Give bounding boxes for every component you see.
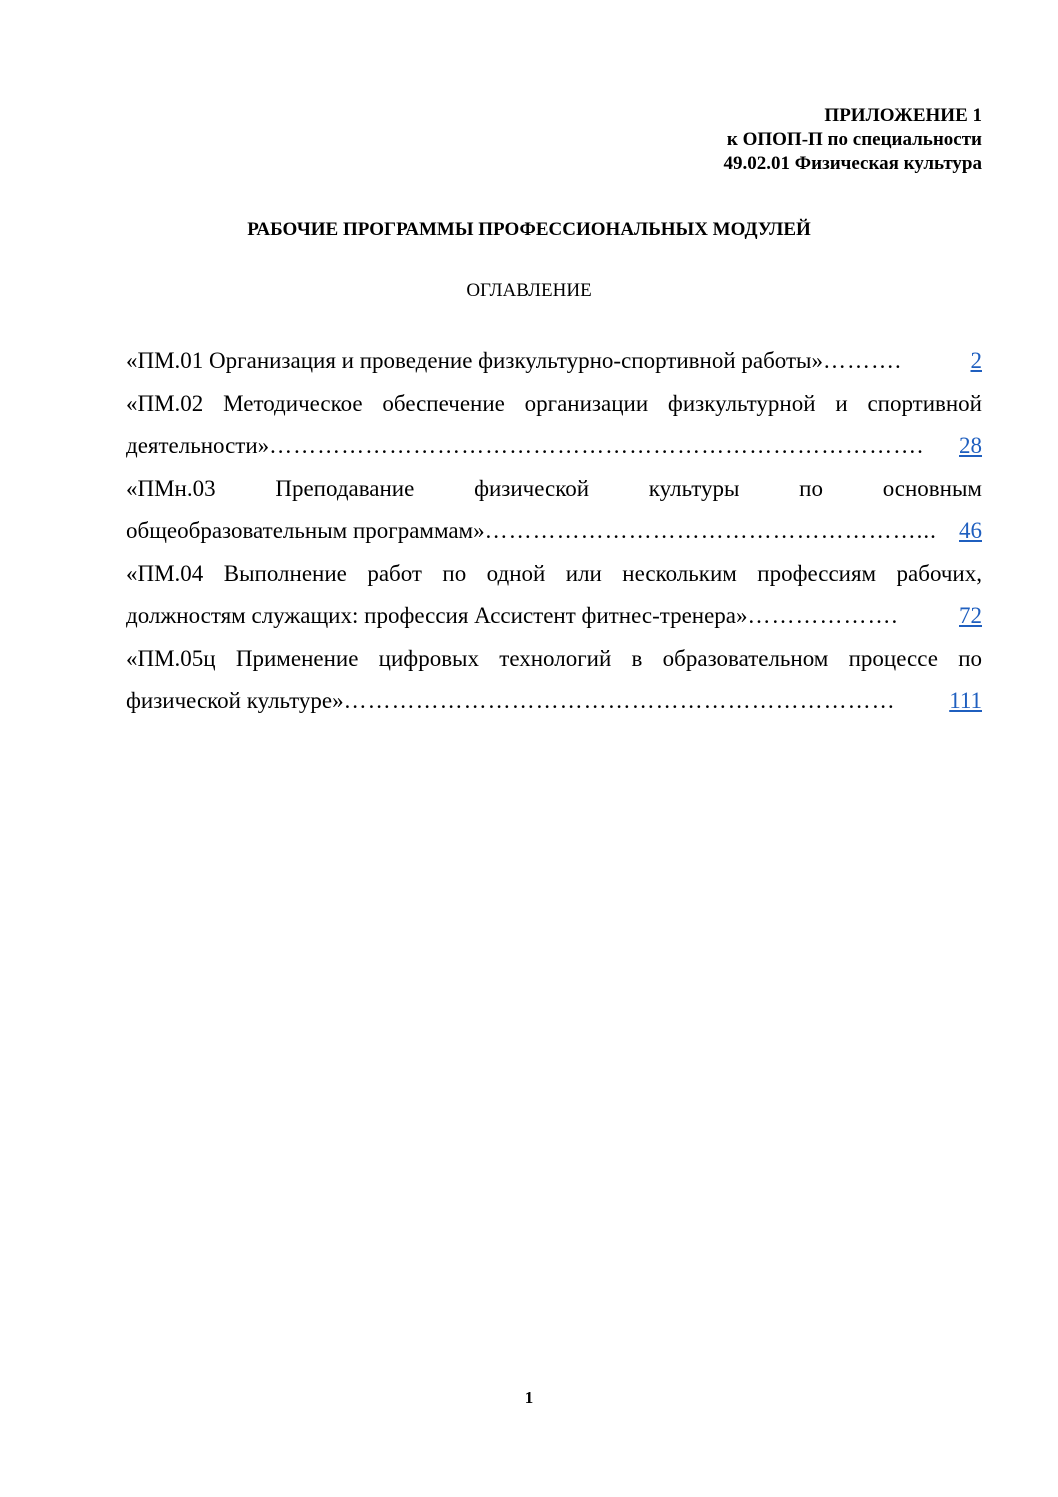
toc-entry-line [126,680,982,723]
toc-entry-title: «ПМ.05ц Применение цифровых технологий в образовательном процессе по [126,645,982,671]
appendix-header [724,104,982,176]
toc-entry-pm05 [126,638,982,723]
toc-entry-line [126,340,982,383]
toc-entry-title: «ПМн.03 Преподавание физической культуры по основным [126,475,982,501]
toc-leader: …………………………………………………………… [343,688,896,713]
toc-entry-title: «ПМ.04 Выполнение работ по одной или нескольким профессиям рабочих, [126,560,982,586]
toc-entry-pm02 [126,383,982,468]
toc-entry-title-cont: деятельности» [126,433,270,458]
appendix-specialty: 49.02.01 Физическая культура [723,153,982,174]
toc-entry-pmn03 [126,468,982,553]
toc-leader: ………………………………………………... [484,518,937,543]
toc-leader: ………. [823,348,902,373]
appendix-program: к ОПОП-П по специальности [726,129,982,150]
table-of-contents [126,340,982,723]
document-title: РАБОЧИЕ ПРОГРАММЫ ПРОФЕССИОНАЛЬНЫХ МОДУЛЕЙ [247,219,811,240]
toc-entry-pm04 [126,553,982,638]
toc-entry-title: «ПМ.01 Организация и проведение физкультурно-спортивной работы» [126,348,824,373]
toc-entry-title-cont: физической культуре» [126,688,344,713]
toc-entry-line [126,425,982,468]
toc-entry-title-cont: общеобразовательным программам» [126,518,485,543]
toc-page-link[interactable]: 28 [959,433,982,458]
toc-entry-title: «ПМ.02 Методическое обеспечение организации физкультурной и спортивной [126,390,982,416]
toc-page-link[interactable]: 111 [949,688,982,713]
appendix-label: ПРИЛОЖЕНИЕ 1 [824,105,982,126]
toc-page-link[interactable]: 46 [959,518,982,543]
page-number: 1 [524,1388,534,1407]
toc-entry-title-cont: должностям служащих: профессия Ассистент фитнес-тренера» [126,603,748,628]
toc-page-link[interactable]: 2 [970,348,982,373]
toc-entry-line [126,595,982,638]
toc-page-link[interactable]: 72 [959,603,982,628]
toc-entry-line [126,510,982,553]
toc-heading: ОГЛАВЛЕНИЕ [466,280,592,301]
toc-leader: ………………………………………………………………………. [269,433,924,458]
toc-leader: ………………. [747,603,899,628]
toc-entry-pm01 [126,340,982,383]
